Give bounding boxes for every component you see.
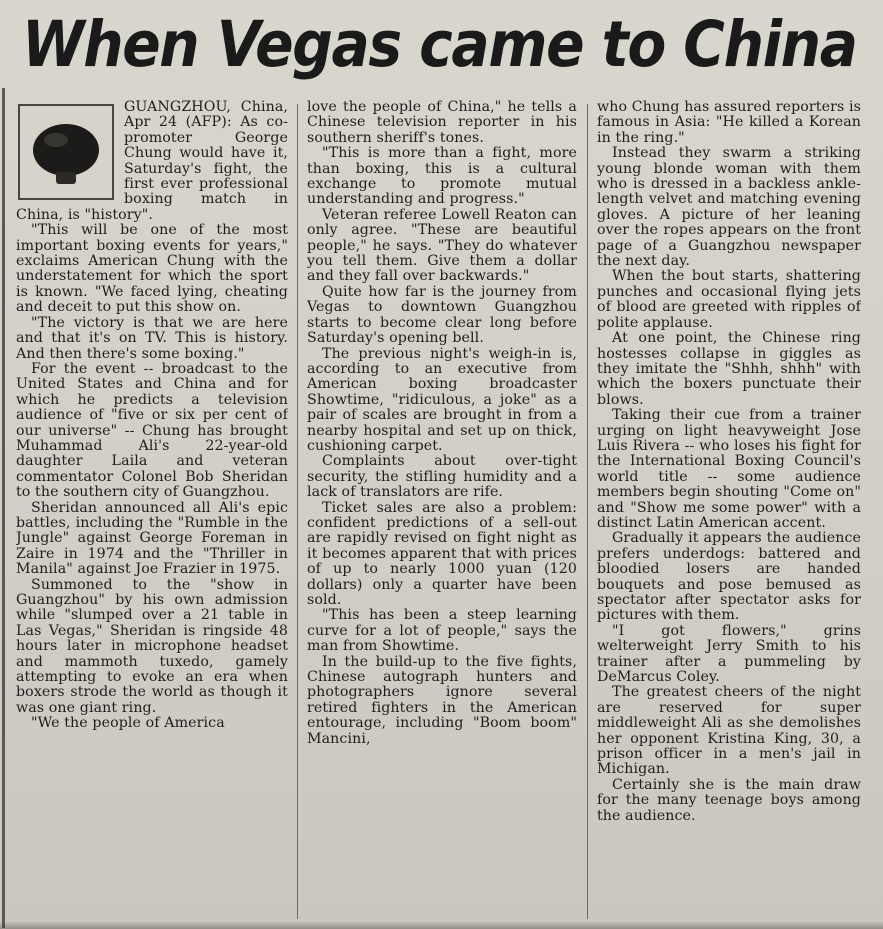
bottom-edge-shadow [0, 921, 883, 929]
paragraph: Sheridan announced all Ali's epic battles, including the "Rumble in the Jungle" against George Foreman in Zaire in 1974 and the "Thriller in Manila" against Joe Frazier in 1975. [16, 499, 288, 578]
paragraph: In the build-up to the five fights, Chinese autograph hunters and photographers ignore several retired fighters in the American entourage, including "Boom boom" Mancini, [307, 653, 577, 747]
paragraph: Quite how far is the journey from Vegas to downtown Guangzhou starts to become clear long before Saturday's opening bell. [307, 283, 577, 347]
headline: When Vegas came to China [22, 8, 857, 81]
paragraph: The greatest cheers of the night are reserved for super middleweight Ali as she demolishes her opponent Kristina King, 30, a prison officer in a men's jail in Michigan. [597, 684, 861, 778]
column-1 [16, 100, 288, 925]
paragraph: At one point, the Chinese ring hostesses collapse in giggles as they imitate the "Shhh, shhh" with which the boxers punctuate their blows. [597, 330, 861, 408]
paragraph: "This will be one of the most important boxing events for years," exclaims American Chung with the understatement for which the sport is known. "We faced lying, cheating and deceit to put this show on. [16, 222, 288, 316]
paragraph: Certainly she is the main draw for the many teenage boys among the audience. [597, 776, 861, 824]
paragraph: love the people of China," he tells a Chinese television reporter in his southern sheriff's tones. [307, 100, 577, 146]
column-divider [587, 104, 588, 919]
paragraph: "This has been a steep learning curve for a lot of people," says the man from Showtime. [307, 607, 577, 655]
boxing-glove-icon [26, 112, 106, 192]
paragraph: "The victory is that we are here and that it's on TV. This is history. And then there's some boxing." [16, 314, 288, 362]
paragraph: Taking their cue from a trainer urging on light heavyweight Jose Luis Rivera -- who loses his fight for the International Boxing Council's world title -- some audience members begin shouting "Come on" and "Show me some power" with a distinct Latin American accent. [597, 407, 861, 531]
paragraph: "We the people of America [31, 715, 225, 732]
column-2 [307, 100, 577, 925]
paragraph: Complaints about over-tight security, the stifling humidity and a lack of translators are rife. [307, 453, 577, 501]
paragraph: "This is more than a fight, more than boxing, this is a cultural exchange to promote mutual understanding and progress." [307, 145, 577, 208]
boxing-glove-photo [18, 104, 114, 200]
paragraph: For the event -- broadcast to the United States and China and for which he predicts a television audience of "five or six per cent of our universe" -- Chung has brought Muhammad Ali's 22-year-old daughter Laila and veteran commentator Colonel Bob Sheridan to the southern city of Guangzhou. [16, 360, 288, 501]
paragraph: Veteran referee Lowell Reaton can only agree. "These are beautiful people," he says. "They do whatever you tell them. Give them a dollar and they fall over backwards." [307, 206, 577, 285]
paragraph: Summoned to the "show in Guangzhou" by his own admission while "slumped over a 21 table in Las Vegas," Sheridan is ringside 48 hours later in microphone headset and mammoth tuxedo, gamely attempting to evoke an era when boxers strode the world as though it was one giant ring. [16, 576, 288, 716]
paragraph: who Chung has assured reporters is famous in Asia: "He killed a Korean in the ring." [597, 100, 861, 146]
paragraph: "I got flowers," grins welterweight Jerry Smith to his trainer after a pummeling by DeMarcus Coley. [597, 622, 861, 686]
paragraph-text: As co-promoter George Chung would have it, Saturday's fight, the first ever professional boxing match in China, is "history". [16, 114, 288, 223]
left-border-rule [2, 88, 5, 928]
paragraph: Gradually it appears the audience prefers underdogs: battered and bloodied losers are handed bouquets and pose bemused as spectator after spectator asks for pictures with them. [597, 530, 861, 624]
dateline: GUANGZHOU, China, Apr 24 (AFP): [124, 100, 288, 131]
paragraph: The previous night's weigh-in is, according to an executive from American boxing broadcaster Showtime, "ridiculous, a joke" as a pair of scales are brought in from a nearby hospital and set up on thick, cushioning carpet. [307, 345, 577, 454]
column-divider [297, 104, 298, 919]
paragraph: Ticket sales are also a problem: confident predictions of a sell-out are rapidly revised on fight night as it becomes apparent that with prices of up to nearly 1000 yuan (120 dollars) only a quarter have been sold. [307, 499, 577, 608]
paragraph: Instead they swarm a striking young blonde woman with them who is dressed in a backless ankle-length velvet and matching evening gloves. A picture of her leaning over the ropes appears on the front page of a Guangzhou newspaper the next day. [597, 145, 861, 270]
paragraph: When the bout starts, shattering punches and occasional flying jets of blood are greeted with ripples of polite applause. [597, 268, 861, 331]
column-3 [597, 100, 861, 925]
